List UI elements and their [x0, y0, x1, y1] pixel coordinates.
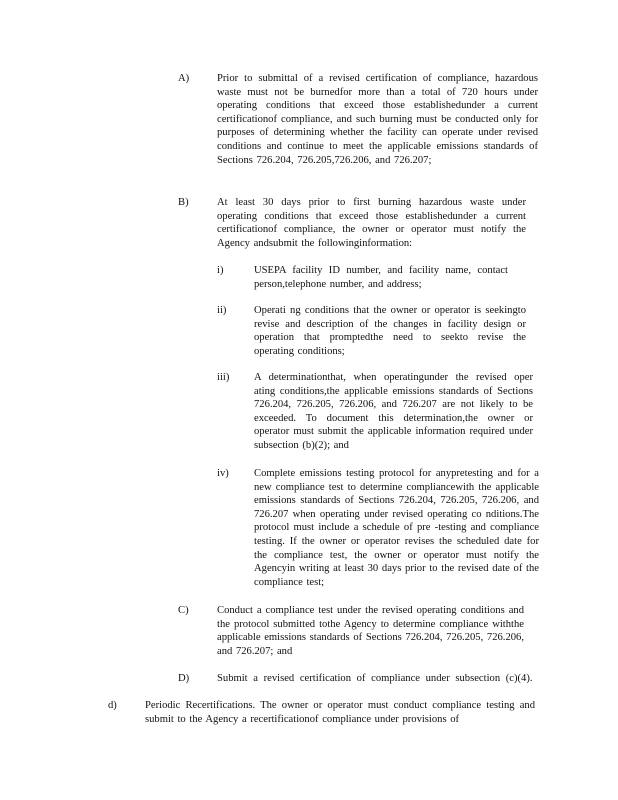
- item-label: ii): [217, 305, 227, 316]
- item-text: At least 30 days prior to first burning hazardous waste under operating conditions that exceed those establishedunder a current certificationof compliance, the owner or operator must notify the Agency andsubmit the followinginformation:: [217, 197, 526, 249]
- item-b-i: [0, 264, 618, 296]
- item-text: A determinationthat, when operatingunder the revised oper ating conditions,the applicable emissions standards of Sections 726.204, 726.205, 726.206, and 726.207 are not likely to be exceeded. To document this determination,the owner or operator must submit the applicable information required under subsection (b)(2); and: [254, 372, 533, 451]
- item-label: iii): [217, 372, 230, 383]
- item-text: Operati ng conditions that the owner or operator is seekingto revise and description of the changes in facility design or operation that promptedthe need to seekto revise the operating conditions;: [254, 305, 526, 357]
- item-label: B): [178, 197, 189, 208]
- item-c: [0, 604, 618, 662]
- item-label: D): [178, 673, 190, 684]
- item-label: iv): [217, 468, 229, 479]
- item-label: i): [217, 265, 224, 276]
- item-d-upper: [0, 672, 618, 688]
- item-b-iv: [0, 467, 618, 595]
- item-d-lower: [0, 699, 618, 731]
- item-text: USEPA facility ID number, and facility name, contact person,telephone number, and address;: [254, 265, 508, 290]
- item-label: C): [178, 605, 189, 616]
- item-label: A): [178, 73, 190, 84]
- item-a: [0, 72, 618, 184]
- item-b-iii: [0, 371, 618, 457]
- item-text: Periodic Recertifications. The owner or operator must conduct compliance testing and submit to the Agency a recertificationof compliance under provisions of: [145, 700, 535, 725]
- item-text: Conduct a compliance test under the revised operating conditions and the protocol submitted tothe Agency to determine compliance withthe applicable emissions standards of Sections 726.204, 726.205, 726.206, and 726.207; and: [217, 605, 524, 657]
- item-text: Prior to submittal of a revised certification of compliance, hazardous waste must not be burnedfor more than a total of 720 hours under operating conditions that exceed those establishedunder a current certificationof compliance, and such burning must be conducted only for purposes of determining whether the facility can operate under revised conditions and continue to meet the applicable emissions standards of Sections 726.204, 726.205,726.206, and 726.207;: [217, 73, 538, 166]
- item-b-ii: [0, 304, 618, 362]
- item-text: Submit a revised certification of compliance under subsection (c)(4).: [217, 673, 533, 684]
- item-b: [0, 196, 618, 256]
- item-text: Complete emissions testing protocol for anypretesting and for a new compliance test to determine compliancewith the applicable emissions standards of Sections 726.204, 726.205, 726.206, and 726.207 when operating under revised operating co nditions.The protocol must include a schedule of pre -testing and compliance testing. If the owner or operator revises the scheduled date for the compliance test, the owner or operator must notify the Agencyin writing at least 30 days prior to the revised date of the compliance test;: [254, 468, 539, 588]
- item-label: d): [108, 700, 117, 711]
